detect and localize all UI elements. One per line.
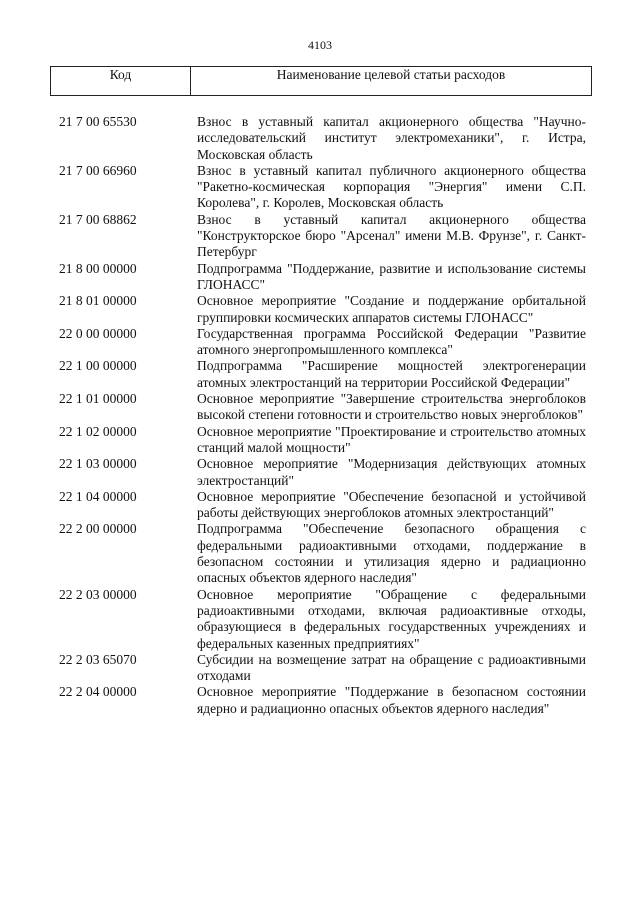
row-name: Основное мероприятие "Обеспечение безопасной и устойчивой работы действующих энергоблоков атомных электростанций" [197,488,586,521]
row-code: 22 0 00 00000 [59,325,137,341]
row-name: Основное мероприятие "Завершение строительства энергоблоков высокой степени готовности и строительство новых энергоблоков" [197,391,586,423]
row-name: Взнос в уставный капитал акционерного общества "Конструкторское бюро "Арсенал" имени М.В. Фрунзе", г. Санкт-Петербург [197,211,586,260]
row-code: 21 7 00 68862 [59,211,137,227]
table-header [50,66,592,96]
table-row [59,489,586,522]
row-name: Основное мероприятие "Модернизация действующих атомных электростанций" [197,456,586,488]
row-name: Взнос в уставный капитал акционерного общества "Научно-исследовательский институт электромеханики", г. Истра, Московская область [197,114,586,162]
row-name: Государственная программа Российской Федерации "Развитие атомного энергопромышленного комплекса" [197,325,586,358]
table-row [59,293,586,326]
row-name: Взнос в уставный капитал публичного акционерного общества "Ракетно-космическая корпорация "Энергия" имени С.П. Королева", г. Королев, Московская область [197,162,586,211]
code-column-header: Код [51,67,191,95]
row-code: 22 1 00 00000 [59,358,137,374]
page-number: 4103 [308,38,332,52]
row-code: 21 8 00 00000 [59,260,137,276]
table-row [59,326,586,359]
row-name: Основное мероприятие "Проектирование и строительство атомных станций малой мощности" [197,423,586,455]
row-code: 22 2 04 00000 [59,684,137,700]
row-code: 21 8 01 00000 [59,293,137,309]
row-name: Субсидии на возмещение затрат на обращение с радиоактивными отходами [197,651,586,684]
row-code: 22 1 03 00000 [59,456,137,472]
row-name: Основное мероприятие "Обращение с федеральными радиоактивными отходами, включая радиоактивные отходы, образующиеся в федеральных государственных учреждениях и федеральных казенных предприятиях" [197,586,586,651]
row-name: Основное мероприятие "Создание и поддержание орбитальной группировки космических аппаратов системы ГЛОНАСС" [197,293,586,325]
row-name: Подпрограмма "Обеспечение безопасного обращения с федеральными радиоактивными отходами, поддержание в безопасном состоянии и утилизация ядерно и радиационно опасных объектов ядерного наследия" [197,521,586,586]
table-row [59,261,586,294]
table-body [59,114,586,717]
row-code: 22 1 02 00000 [59,423,137,439]
row-code: 22 1 01 00000 [59,391,137,407]
row-code: 21 7 00 66960 [59,162,137,178]
table-row [59,114,586,163]
table-row [59,521,586,586]
table-row [59,652,586,685]
table-row [59,163,586,212]
table-row [59,358,586,391]
row-code: 22 2 00 00000 [59,521,137,537]
table-row [59,587,586,652]
row-code: 21 7 00 65530 [59,114,137,129]
table-row [59,391,586,424]
table-row [59,212,586,261]
table-row [59,684,586,717]
row-code: 22 2 03 65070 [59,651,137,667]
row-name: Подпрограмма "Расширение мощностей электрогенерации атомных электростанций на территории Российской Федерации" [197,358,586,390]
table-row [59,456,586,489]
row-code: 22 2 03 00000 [59,586,137,602]
row-name: Подпрограмма "Поддержание, развитие и использование системы ГЛОНАСС" [197,260,586,292]
table-row [59,424,586,457]
name-column-header: Наименование целевой статьи расходов [276,67,506,82]
row-name: Основное мероприятие "Поддержание в безопасном состоянии ядерно и радиационно опасных объектов ядерного наследия" [197,684,586,716]
row-code: 22 1 04 00000 [59,488,137,504]
